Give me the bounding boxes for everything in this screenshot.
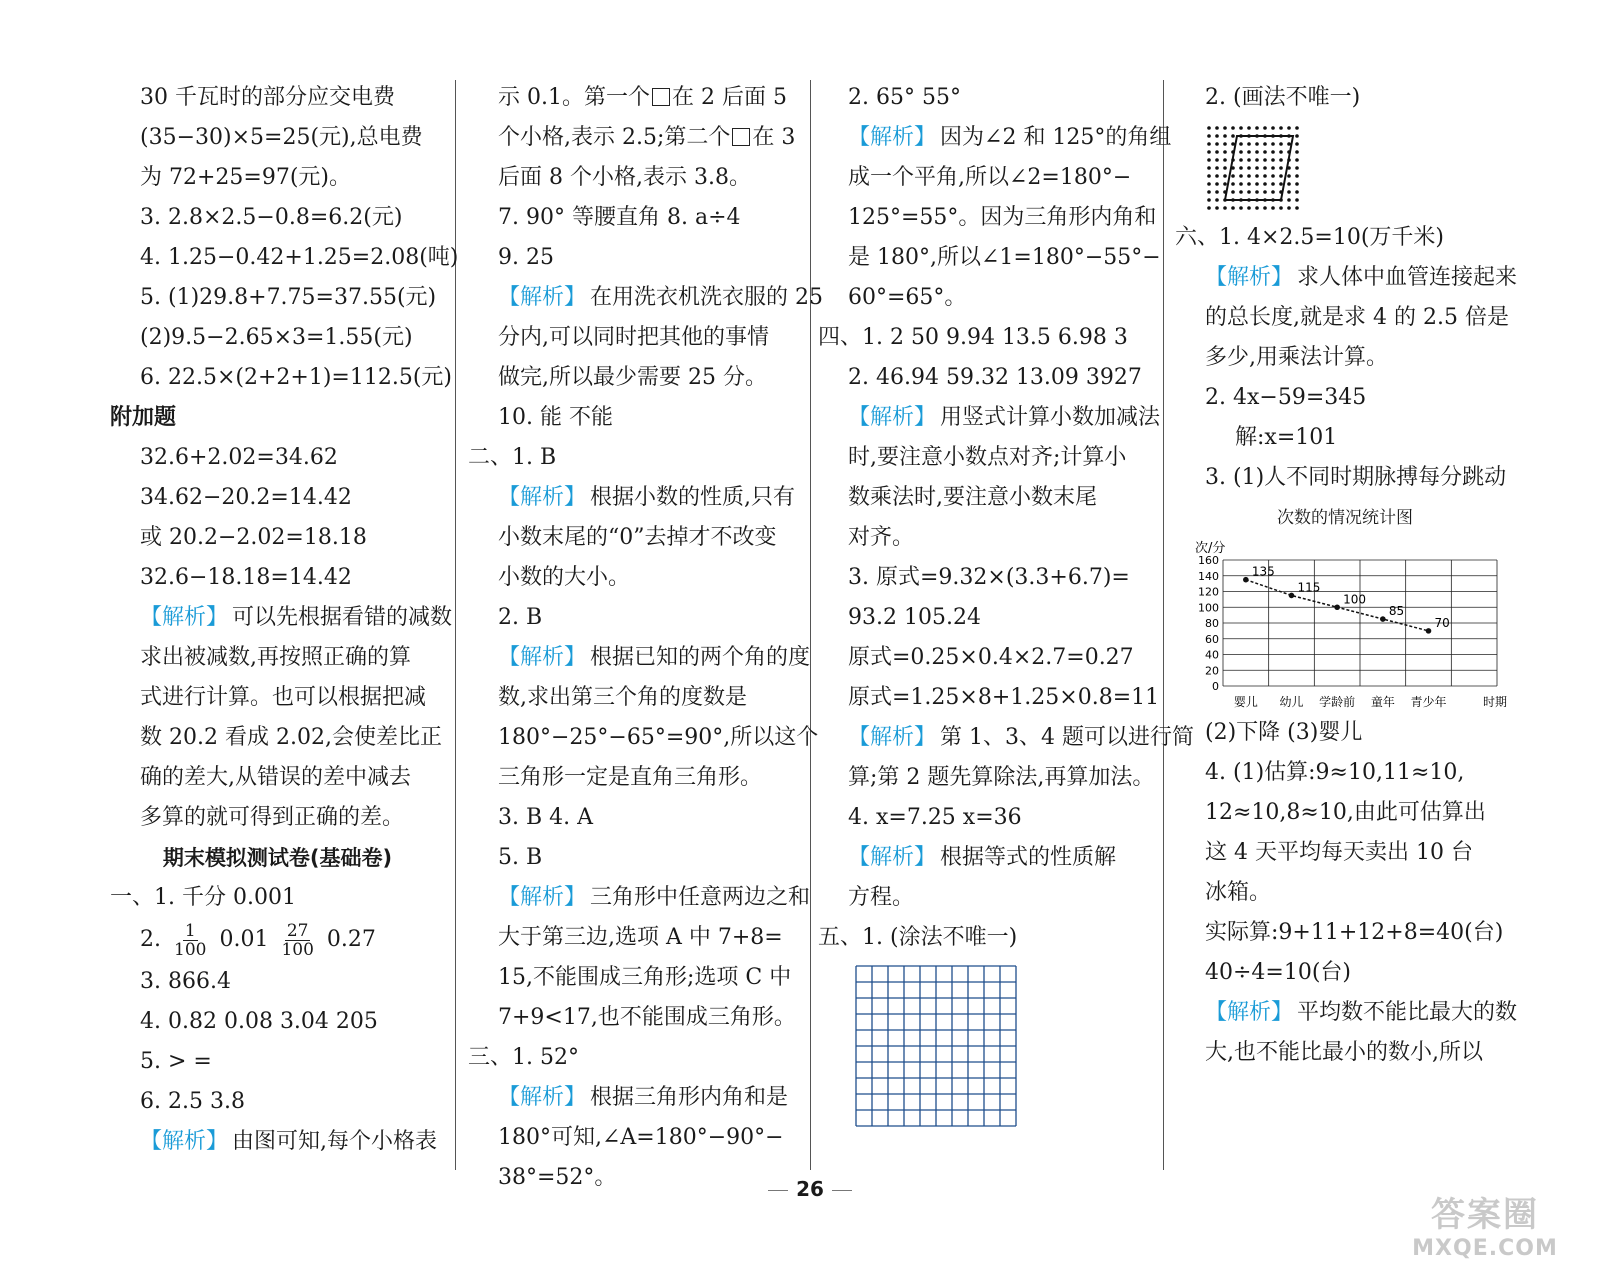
- grid-dot: [1255, 150, 1259, 154]
- grid-dot: [1231, 206, 1235, 210]
- chart-ytick-label: 100: [1198, 601, 1219, 615]
- text-line: 15,不能围成三角形;选项 C 中: [498, 965, 792, 990]
- grid-dot: [1255, 166, 1259, 170]
- grid-dot: [1279, 158, 1283, 162]
- analysis-text: 根据等式的性质解: [940, 845, 1117, 870]
- text-line: 式进行计算。也可以根据把减: [140, 685, 427, 710]
- grid-dot: [1215, 166, 1219, 170]
- grid-dot: [1231, 190, 1235, 194]
- grid-dot: [1287, 206, 1291, 210]
- text-line: 数 20.2 看成 2.02,会使差比正: [140, 725, 442, 750]
- answer-6-3: 3. (1)人不同时期脉搏每分跳动: [1205, 465, 1507, 490]
- grid-dot: [1207, 166, 1211, 170]
- text-line: 解:x=101: [1235, 425, 1338, 450]
- text-line: 数,求出第三个角的度数是: [498, 685, 747, 710]
- text-fragment: 在 3: [752, 125, 796, 150]
- grid-dot: [1215, 206, 1219, 210]
- analysis-line: [1175, 258, 1518, 298]
- chart-title: 次数的情况统计图: [1277, 508, 1413, 528]
- text-line: 后面 8 个小格,表示 3.8。: [498, 165, 751, 190]
- grid-dot: [1295, 206, 1299, 210]
- grid-dot: [1215, 134, 1219, 138]
- grid-dot: [1287, 190, 1291, 194]
- analysis-text: 平均数不能比最大的数: [1297, 1000, 1518, 1025]
- text-line: 大,也不能比最小的数小,所以: [1205, 1040, 1483, 1065]
- grid-dot: [1207, 158, 1211, 162]
- analysis-text: 在用洗衣机洗衣服的 25: [590, 285, 824, 310]
- grid-dot: [1239, 142, 1243, 146]
- text-line: 或 20.2−2.02=18.18: [140, 525, 367, 550]
- analysis-text: 根据已知的两个角的度: [590, 645, 811, 670]
- grid-dot: [1247, 206, 1251, 210]
- grid-dot: [1215, 174, 1219, 178]
- chart-ylabel: 次/分: [1195, 541, 1226, 556]
- column-4: [1175, 78, 1518, 1073]
- pulse-line-chart: [1175, 538, 1515, 713]
- text-line: 60°=65°。: [848, 285, 967, 310]
- answer-value: 0.01: [219, 927, 269, 952]
- analysis-tag: 【解析】: [848, 725, 937, 750]
- text-line: (2)9.5−2.65×3=1.55(元): [140, 325, 413, 350]
- grid-dot: [1271, 174, 1275, 178]
- text-line: 数乘法时,要注意小数末尾: [848, 485, 1097, 510]
- answer-6-2: 2. 4x−59=345: [1205, 385, 1367, 410]
- analysis-tag: 【解析】: [1205, 265, 1294, 290]
- grid-dot: [1207, 206, 1211, 210]
- chart-ytick-label: 160: [1198, 554, 1219, 567]
- text-line: 40÷4=10(台): [1205, 960, 1352, 985]
- analysis-text: 可以先根据看错的减数: [232, 605, 453, 630]
- analysis-text: 因为∠2 和 125°的角组: [940, 125, 1172, 150]
- grid-dot: [1295, 166, 1299, 170]
- grid-dot: [1207, 126, 1211, 130]
- grid-dot: [1231, 126, 1235, 130]
- answer-5-2: 2. (画法不唯一): [1205, 85, 1361, 110]
- grid-dot: [1255, 142, 1259, 146]
- grid-dot: [1239, 174, 1243, 178]
- chart-ytick-label: 20: [1205, 664, 1219, 678]
- grid-dot: [1223, 158, 1227, 162]
- analysis-text: 求人体中血管连接起来: [1297, 265, 1518, 290]
- text-line: 30 千瓦时的部分应交电费: [140, 85, 395, 110]
- grid-dot: [1271, 206, 1275, 210]
- text-line: 确的差大,从错误的差中减去: [140, 765, 411, 790]
- chart-xtick-label: 学龄前: [1319, 695, 1356, 709]
- fraction-denominator: 100: [281, 939, 314, 960]
- chart-ytick-label: 60: [1205, 632, 1219, 646]
- analysis-line: [468, 278, 824, 318]
- grid-dot: [1231, 174, 1235, 178]
- watermark-logo: [1410, 1187, 1560, 1261]
- grid-dot: [1247, 182, 1251, 186]
- text-line: 三角形一定是直角三角形。: [498, 765, 763, 790]
- chart-ytick-label: 140: [1198, 569, 1219, 583]
- answer-6: 6. 22.5×(2+2+1)=112.5(元): [140, 365, 453, 390]
- grid-dot: [1295, 134, 1299, 138]
- grid-dot: [1279, 150, 1283, 154]
- analysis-text: 根据三角形内角和是: [590, 1085, 789, 1110]
- grid-dot: [1239, 126, 1243, 130]
- fraction: [174, 922, 206, 959]
- text-line: 32.6−18.18=14.42: [140, 565, 352, 590]
- chart-data-label: 115: [1297, 580, 1321, 595]
- text-fragment: 在 2 后面 5: [671, 85, 787, 110]
- chart-ytick-label: 120: [1198, 585, 1219, 599]
- text-line: 的总长度,就是求 4 的 2.5 倍是: [1205, 305, 1509, 330]
- chart-point: [1289, 593, 1295, 599]
- fraction-denominator: 100: [174, 939, 207, 960]
- answer-1-2: [110, 918, 445, 962]
- analysis-text: 用竖式计算小数加减法: [940, 405, 1161, 430]
- grid-dot: [1231, 134, 1235, 138]
- answer-6-1: 六、1. 4×2.5=10(万千米): [1175, 225, 1444, 250]
- chart-data-label: 135: [1251, 564, 1275, 579]
- analysis-tag: 【解析】: [848, 405, 937, 430]
- text-line: 180°可知,∠A=180°−90°−: [498, 1125, 784, 1150]
- grid-dot: [1247, 174, 1251, 178]
- text-line: 实际算:9+11+12+8=40(台): [1205, 920, 1504, 945]
- analysis-line: [818, 118, 1172, 158]
- answer-6-3-2: (2)下降 (3)婴儿: [1205, 720, 1363, 745]
- text-fragment: 个小格,表示 2.5;第二个: [498, 125, 731, 150]
- analysis-line: [468, 1078, 800, 1118]
- grid-dot: [1247, 190, 1251, 194]
- grid-dot: [1263, 142, 1267, 146]
- analysis-text: 第 1、3、4 题可以进行简: [940, 725, 1194, 750]
- grid-dot: [1223, 142, 1227, 146]
- grid-dot: [1239, 182, 1243, 186]
- text-line: 小数的大小。: [498, 565, 631, 590]
- grid-dot: [1263, 182, 1267, 186]
- grid-dot: [1255, 126, 1259, 130]
- chart-ytick-label: 80: [1205, 617, 1219, 630]
- grid-dot: [1263, 126, 1267, 130]
- grid-dot: [1207, 190, 1211, 194]
- answer-2-2: 2. B: [498, 605, 543, 630]
- grid-dot: [1263, 206, 1267, 210]
- text-line: 多少,用乘法计算。: [1205, 345, 1388, 370]
- chart-data-label: 85: [1388, 604, 1405, 619]
- grid-dot: [1255, 190, 1259, 194]
- section-title-final-exam: 期末模拟测试卷(基础卷): [162, 846, 393, 870]
- text-line: 180°−25°−65°=90°,所以这个: [498, 725, 819, 750]
- grid-dot: [1255, 182, 1259, 186]
- grid-dot: [1263, 166, 1267, 170]
- text-line: 方程。: [848, 885, 915, 910]
- text-line: 对齐。: [848, 525, 915, 550]
- grid-dot: [1295, 190, 1299, 194]
- grid-dot: [1255, 158, 1259, 162]
- grid-dot: [1295, 198, 1299, 202]
- chart-ytick-label: 0: [1212, 680, 1219, 693]
- analysis-tag: 【解析】: [498, 885, 587, 910]
- analysis-tag: 【解析】: [1205, 1000, 1294, 1025]
- text-line: 分内,可以同时把其他的事情: [498, 325, 769, 350]
- grid-dot: [1215, 158, 1219, 162]
- text-line: 原式=0.25×0.4×2.7=0.27: [848, 645, 1134, 670]
- text-line: 原式=1.25×8+1.25×0.8=11: [848, 685, 1160, 710]
- grid-dot: [1231, 182, 1235, 186]
- text-line: 多算的就可得到正确的差。: [140, 805, 405, 830]
- answer-5: 5. (1)29.8+7.75=37.55(元): [140, 285, 437, 310]
- grid-dot: [1239, 166, 1243, 170]
- grid-dot: [1255, 174, 1259, 178]
- grid-dot: [1287, 198, 1291, 202]
- question-number: 2.: [140, 927, 161, 952]
- answer-2-5: 5. B: [498, 845, 543, 870]
- grid-dot: [1271, 158, 1275, 162]
- parallelogram-shape: [1225, 136, 1293, 200]
- grid-dot: [1247, 126, 1251, 130]
- text-line: (35−30)×5=25(元),总电费: [140, 125, 423, 150]
- grid-dot: [1247, 142, 1251, 146]
- grid-dot: [1271, 150, 1275, 154]
- text-line: 12≈10,8≈10,由此可估算出: [1205, 800, 1486, 825]
- analysis-text: 由图可知,每个小格表: [232, 1129, 438, 1154]
- chart-xtick-label: 童年: [1370, 695, 1395, 709]
- grid-dot: [1295, 142, 1299, 146]
- chart-data-label: 100: [1343, 592, 1367, 607]
- text-line: 38°=52°。: [498, 1165, 617, 1190]
- analysis-tag: 【解析】: [140, 605, 229, 630]
- analysis-line: [818, 838, 1163, 878]
- chart-data-label: 70: [1434, 615, 1450, 630]
- answer-1-5: 5. > =: [140, 1049, 212, 1074]
- answer-4: 4. 1.25−0.42+1.25=2.08(吨): [140, 245, 459, 270]
- grid-dot: [1247, 166, 1251, 170]
- text-line: 成一个平角,所以∠2=180°−: [848, 165, 1132, 190]
- grid-dot: [1215, 182, 1219, 186]
- grid-dot: [1247, 158, 1251, 162]
- grid-dot: [1295, 158, 1299, 162]
- text-line: 是 180°,所以∠1=180°−55°−: [848, 245, 1161, 270]
- text-line: 这 4 天平均每天卖出 10 台: [1205, 840, 1473, 865]
- grid-dot: [1207, 174, 1211, 178]
- watermark-text: 答案圈: [1431, 1195, 1539, 1235]
- text-line: 时,要注意小数点对齐;计算小: [848, 445, 1127, 470]
- grid-dot: [1215, 126, 1219, 130]
- text-line: 34.62−20.2=14.42: [140, 485, 352, 510]
- analysis-line: [468, 878, 811, 918]
- analysis-tag: 【解析】: [498, 285, 587, 310]
- text-line: 冰箱。: [1205, 880, 1272, 905]
- answer-4-4: 4. x=7.25 x=36: [848, 805, 1022, 830]
- answer-5-1: 五、1. (涂法不唯一): [818, 925, 1018, 950]
- grid-dot: [1287, 126, 1291, 130]
- analysis-tag: 【解析】: [498, 645, 587, 670]
- grid-figure: [818, 958, 1158, 1148]
- fraction: [281, 922, 313, 959]
- text-line: 小数末尾的“0”去掉才不改变: [498, 525, 777, 550]
- grid-dot: [1295, 150, 1299, 154]
- fraction-numerator: 1: [184, 920, 196, 941]
- answer-3-2: 2. 65° 55°: [848, 85, 961, 110]
- grid-dot: [1223, 134, 1227, 138]
- answer-3-1: 三、1. 52°: [468, 1045, 579, 1070]
- text-line: 为 72+25=97(元)。: [140, 165, 352, 190]
- grid-dot: [1295, 182, 1299, 186]
- answer-1-6: 6. 2.5 3.8: [140, 1089, 245, 1114]
- grid-dot: [1223, 150, 1227, 154]
- grid-dot: [1207, 150, 1211, 154]
- analysis-line: [110, 598, 453, 638]
- column-3: [818, 78, 1194, 1148]
- grid-dot: [1223, 174, 1227, 178]
- section-heading-bonus: 附加题: [110, 405, 177, 430]
- grid-dot: [1207, 198, 1211, 202]
- grid-dot: [1263, 174, 1267, 178]
- analysis-line: [818, 718, 1194, 758]
- column-1: [110, 78, 459, 1162]
- text-line: 大于第三边,选项 A 中 7+8=: [498, 925, 783, 950]
- answer-4-1: 四、1. 2 50 9.94 13.5 6.98 3: [818, 325, 1128, 350]
- chart-xtick-label: 幼儿: [1279, 695, 1304, 709]
- chart-point: [1243, 577, 1249, 583]
- analysis-line: [1175, 993, 1518, 1033]
- column-divider-2: [810, 80, 811, 1170]
- grid-dot: [1255, 206, 1259, 210]
- text-line: 32.6+2.02=34.62: [140, 445, 338, 470]
- grid-dot: [1215, 190, 1219, 194]
- chart-point: [1380, 616, 1386, 622]
- analysis-tag: 【解析】: [848, 125, 937, 150]
- grid-dot: [1239, 190, 1243, 194]
- grid-dot: [1279, 182, 1283, 186]
- grid-dot: [1271, 126, 1275, 130]
- square-box-icon: [652, 88, 670, 106]
- column-divider-3: [1163, 80, 1164, 1170]
- grid-dot: [1287, 182, 1291, 186]
- analysis-text: 根据小数的性质,只有: [590, 485, 796, 510]
- text-line: [468, 118, 800, 158]
- analysis-tag: 【解析】: [140, 1129, 229, 1154]
- grid-dot: [1263, 150, 1267, 154]
- grid-dot: [1207, 182, 1211, 186]
- chart-xlabel: 时期: [1483, 695, 1508, 709]
- grid-dot: [1207, 142, 1211, 146]
- answer-3: 3. 2.8×2.5−0.8=6.2(元): [140, 205, 403, 230]
- text-line: 算;第 2 题先算除法,再算加法。: [848, 765, 1155, 790]
- grid-dot: [1279, 174, 1283, 178]
- answer-9: 9. 25: [498, 245, 554, 270]
- grid-dot: [1215, 150, 1219, 154]
- text-line: 7+9<17,也不能围成三角形。: [498, 1005, 796, 1030]
- text-line: 求出被减数,再按照正确的算: [140, 645, 411, 670]
- grid-dot: [1279, 206, 1283, 210]
- analysis-line: [110, 1122, 445, 1162]
- grid-dot: [1263, 158, 1267, 162]
- grid-dot: [1207, 134, 1211, 138]
- page-number: 26: [760, 1177, 860, 1201]
- grid-dot: [1295, 174, 1299, 178]
- grid-dot: [1279, 166, 1283, 170]
- analysis-text: 三角形中任意两边之和: [590, 885, 811, 910]
- grid-dot: [1263, 190, 1267, 194]
- grid-dot: [1239, 206, 1243, 210]
- analysis-line: [468, 478, 800, 518]
- grid-dot: [1287, 174, 1291, 178]
- answer-2-3-4: 3. B 4. A: [498, 805, 594, 830]
- grid-dot: [1271, 166, 1275, 170]
- text-line: [468, 78, 800, 118]
- grid-dot: [1223, 206, 1227, 210]
- grid-dot: [1223, 126, 1227, 130]
- chart-xtick-label: 青少年: [1410, 695, 1447, 709]
- dot-grid-figure: [1175, 118, 1515, 218]
- answer-value: 0.27: [326, 927, 376, 952]
- text-line: 125°=55°。因为三角形内角和: [848, 205, 1157, 230]
- analysis-tag: 【解析】: [848, 845, 937, 870]
- chart-ytick-label: 40: [1205, 648, 1219, 662]
- grid-dot: [1223, 182, 1227, 186]
- answer-7-8: 7. 90° 等腰直角 8. a÷4: [498, 205, 741, 230]
- text-line: 93.2 105.24: [848, 605, 981, 630]
- answer-2-1: 二、1. B: [468, 445, 557, 470]
- square-box-icon: [732, 128, 750, 146]
- answer-1-1: 一、1. 千分 0.001: [110, 885, 296, 910]
- grid-dot: [1271, 142, 1275, 146]
- analysis-line: [818, 398, 1163, 438]
- text-fragment: 示 0.1。第一个: [498, 85, 650, 110]
- analysis-line: [468, 638, 811, 678]
- fraction-numerator: 27: [286, 920, 309, 941]
- text-line: 做完,所以最少需要 25 分。: [498, 365, 767, 390]
- grid-dot: [1279, 126, 1283, 130]
- analysis-tag: 【解析】: [498, 485, 587, 510]
- watermark-url: MXQE.COM: [1412, 1236, 1558, 1261]
- grid-dot: [1215, 142, 1219, 146]
- grid-dot: [1239, 150, 1243, 154]
- grid-dot: [1271, 182, 1275, 186]
- answer-10: 10. 能 不能: [498, 405, 613, 430]
- grid-dot: [1215, 198, 1219, 202]
- grid-dot: [1239, 158, 1243, 162]
- grid-dot: [1271, 190, 1275, 194]
- analysis-tag: 【解析】: [498, 1085, 587, 1110]
- grid-dot: [1295, 126, 1299, 130]
- grid-dot: [1223, 166, 1227, 170]
- answer-4-2: 2. 46.94 59.32 13.09 3927: [848, 365, 1142, 390]
- chart-xtick-label: 婴儿: [1233, 695, 1258, 709]
- grid-dot: [1247, 150, 1251, 154]
- answer-4-3: 3. 原式=9.32×(3.3+6.7)=: [848, 565, 1130, 590]
- grid-dot: [1279, 142, 1283, 146]
- chart-point: [1334, 604, 1340, 610]
- chart-point: [1426, 628, 1432, 634]
- answer-6-4: 4. (1)估算:9≈10,11≈10,: [1205, 760, 1465, 785]
- answer-1-4: 4. 0.82 0.08 3.04 205: [140, 1009, 378, 1034]
- answer-1-3: 3. 866.4: [140, 969, 231, 994]
